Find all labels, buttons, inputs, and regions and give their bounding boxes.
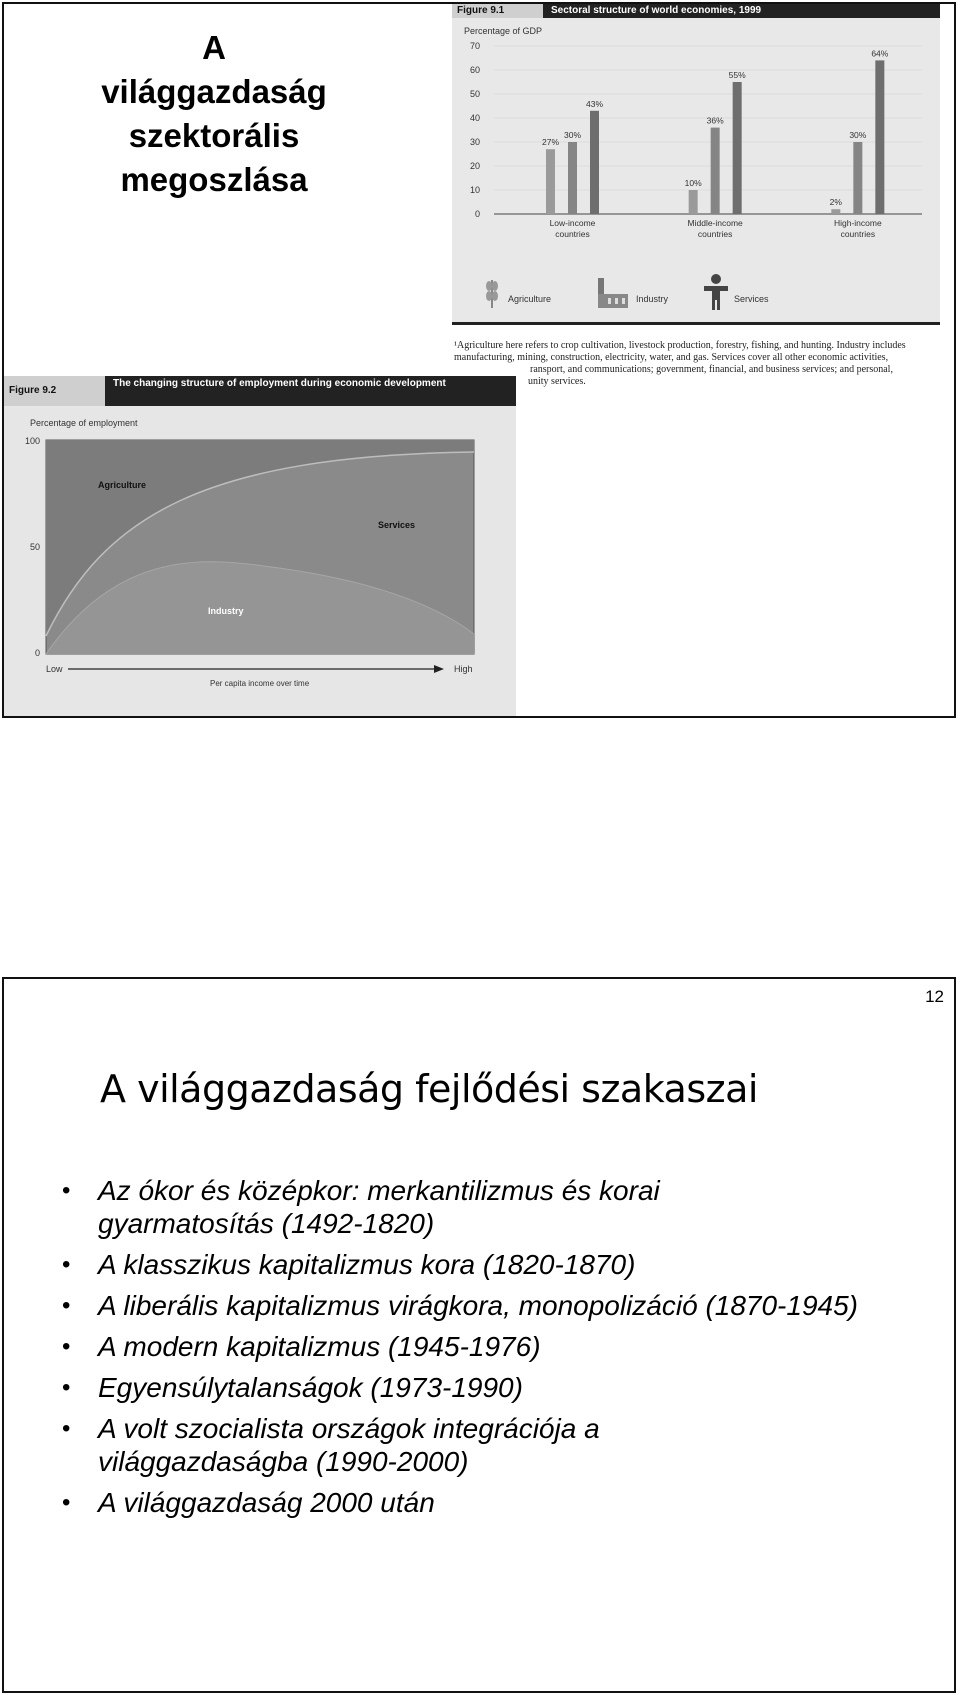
y-tick-label: 70 xyxy=(469,41,480,51)
y-axis-label: Percentage of GDP xyxy=(464,26,543,36)
data-label: 10% xyxy=(684,178,702,188)
y-tick-label: 0 xyxy=(34,648,40,658)
figure-divider xyxy=(452,322,940,325)
area-label-industry: Industry xyxy=(208,606,244,616)
factory-icon xyxy=(598,278,628,308)
footnote-line: unity services. xyxy=(528,376,586,387)
title-line: A xyxy=(202,29,226,66)
bar xyxy=(831,209,840,214)
y-axis-label: Percentage of employment xyxy=(30,418,138,428)
bar xyxy=(689,190,698,214)
data-label: 30% xyxy=(563,130,582,140)
title-line: világgazdaság xyxy=(101,73,327,110)
bar xyxy=(733,82,742,214)
category-label: countries xyxy=(840,229,876,239)
y-tick-label: 100 xyxy=(24,436,40,446)
list-item: • A modern kapitalizmus (1945-1976) xyxy=(58,1330,918,1363)
data-label: 2% xyxy=(829,197,842,208)
figure-number: Figure 9.2 xyxy=(4,376,105,406)
figure-sectoral-gdp xyxy=(452,4,940,322)
title-line: megoszlása xyxy=(120,161,308,198)
person-icon xyxy=(704,274,728,310)
category-label: Low-income xyxy=(549,218,596,228)
list-item: • A klasszikus kapitalizmus kora (1820-1870) xyxy=(58,1248,918,1281)
list-item: • A liberális kapitalizmus virágkora, monopolizáció (1870-1945) xyxy=(58,1289,898,1322)
category-label: Middle-income xyxy=(687,218,743,228)
legend xyxy=(486,274,769,310)
slide-title xyxy=(44,26,384,202)
bar xyxy=(711,128,720,214)
legend-services: Services xyxy=(734,294,769,304)
area-label-agriculture: Agriculture xyxy=(98,480,147,490)
bar xyxy=(546,149,555,214)
list-item: • Egyensúlytalanságok (1973-1990) xyxy=(58,1371,918,1404)
figure-title: Sectoral structure of world economies, 1999 xyxy=(551,5,762,16)
y-tick-label: 40 xyxy=(469,113,480,123)
data-label: 64% xyxy=(871,48,889,59)
y-tick-label: 0 xyxy=(474,209,480,219)
figure-title: The changing structure of employment during economic development xyxy=(113,378,446,389)
footnote-line: manufacturing, mining, construction, electricity, water, and gas. Services cover all other economic activities, xyxy=(454,352,889,363)
area-chart xyxy=(4,406,516,718)
x-high-label: High xyxy=(454,664,473,674)
figure-header xyxy=(452,4,940,18)
x-axis-label: Per capita income over time xyxy=(210,679,310,688)
y-tick-label: 10 xyxy=(469,185,480,195)
list-item: • Az ókor és középkor: merkantilizmus és korai gyarmatosítás (1492-1820) xyxy=(58,1174,758,1240)
slide-sectoral-structure xyxy=(2,2,956,718)
slide-development-stages xyxy=(2,977,956,1693)
arrow-head-icon xyxy=(434,665,444,673)
footnote-line: ransport, and communications; government, financial, and business services; and personal, xyxy=(530,364,893,375)
category-label: countries xyxy=(555,229,590,239)
figure-footnote xyxy=(454,340,924,388)
area-label-services: Services xyxy=(378,520,416,530)
bar xyxy=(875,60,884,214)
list-item: • A volt szocialista országok integrációja a világgazdaságba (1990-2000) xyxy=(58,1412,698,1478)
figure-number: Figure 9.1 xyxy=(452,4,543,18)
y-tick-label: 20 xyxy=(469,161,480,171)
bar xyxy=(590,111,599,214)
wheat-icon xyxy=(486,280,498,308)
y-tick-label: 30 xyxy=(469,137,480,147)
bar-chart xyxy=(452,18,940,322)
page-number: 12 xyxy=(925,987,944,1006)
category-label: High-income xyxy=(833,218,882,228)
figure-employment-structure xyxy=(4,376,516,718)
data-label: 30% xyxy=(849,130,867,140)
x-low-label: Low xyxy=(46,664,63,674)
y-tick-label: 60 xyxy=(469,65,480,75)
figure-header xyxy=(4,376,516,406)
data-label: 27% xyxy=(541,137,560,148)
bar xyxy=(853,142,862,214)
title-line: szektorális xyxy=(128,117,300,154)
y-tick-label: 50 xyxy=(469,89,480,99)
list-item: • A világgazdaság 2000 után xyxy=(58,1486,918,1519)
bar xyxy=(568,142,577,214)
data-label: 43% xyxy=(585,98,604,109)
category-label: countries xyxy=(697,229,733,239)
data-label: 36% xyxy=(706,115,724,126)
legend-industry: Industry xyxy=(636,294,669,304)
y-tick-label: 50 xyxy=(29,542,40,552)
slide-title: A világgazdaság fejlődési szakaszai xyxy=(100,1067,758,1111)
data-label: 55% xyxy=(728,70,746,80)
legend-agriculture: Agriculture xyxy=(508,294,552,304)
bullet-list xyxy=(58,1174,918,1527)
footnote-line: ¹Agriculture here refers to crop cultivation, livestock production, forestry, fishing, and hunting. Industry includes xyxy=(454,340,906,351)
